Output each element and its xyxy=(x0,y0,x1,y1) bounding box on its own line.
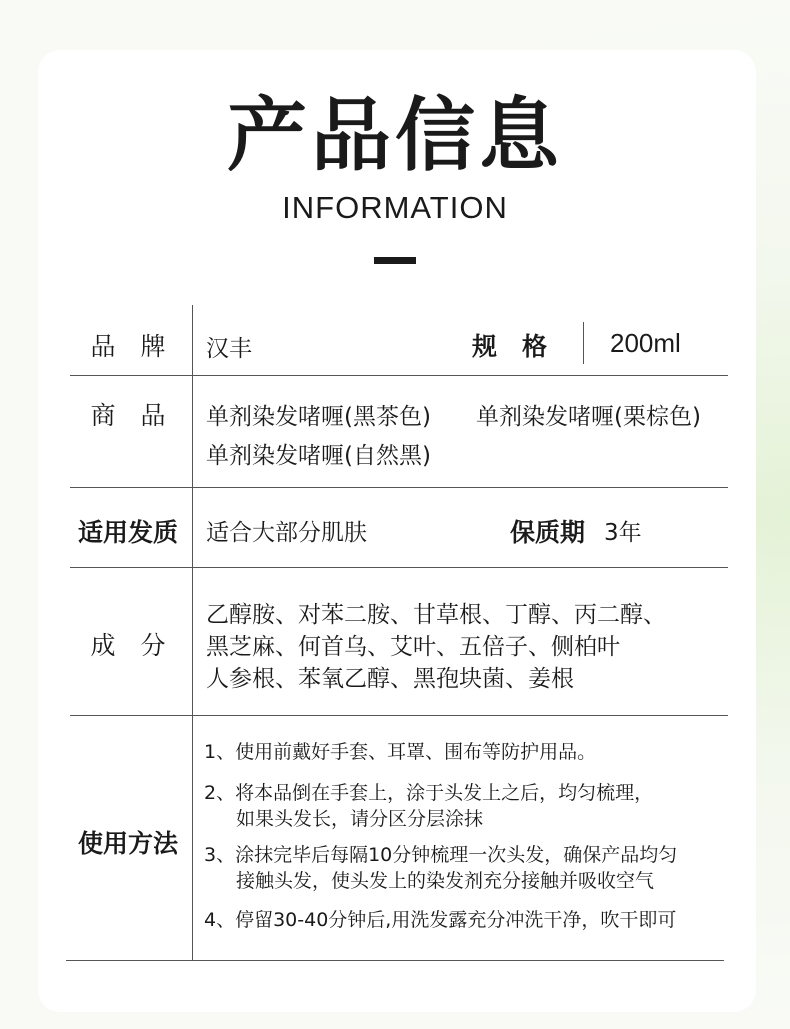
page-subtitle: INFORMATION xyxy=(282,190,508,225)
usage-step: 3、涂抹完毕后每隔10分钟梳理一次头发，确保产品均匀 xyxy=(204,844,678,866)
title-divider xyxy=(374,257,416,264)
ingredients-line: 黑芝麻、何首乌、艾叶、五倍子、侧柏叶 xyxy=(206,634,620,660)
brand-value: 汉丰 xyxy=(206,336,252,362)
product-item: 单剂染发啫喱(黑茶色) xyxy=(206,404,431,430)
product-item: 单剂染发啫喱(栗棕色) xyxy=(476,404,701,430)
usage-label: 使用方法 xyxy=(77,829,178,858)
spec-label: 规 格 xyxy=(472,332,548,361)
spec-divider xyxy=(583,322,584,364)
page-title: 产品信息 xyxy=(227,89,563,182)
shelf-life-label: 保质期 xyxy=(510,518,586,547)
usage-step: 1、使用前戴好手套、耳罩、围布等防护用品。 xyxy=(204,741,597,763)
spec-value: 200ml xyxy=(610,328,681,358)
product-label: 商 品 xyxy=(90,401,166,430)
usage-step-continuation: 接触头发，使头发上的染发剂充分接触并吸收空气 xyxy=(236,870,655,892)
shelf-life-value: 3年 xyxy=(604,520,642,546)
brand-label: 品 牌 xyxy=(90,332,166,361)
row-divider xyxy=(70,487,728,488)
product-item: 单剂染发啫喱(自然黑) xyxy=(206,443,431,469)
hair-type-label: 适用发质 xyxy=(77,518,178,547)
ingredients-label: 成 分 xyxy=(90,631,166,660)
usage-step: 2、将本品倒在手套上，涂于头发上之后，均匀梳理， xyxy=(204,782,654,804)
row-divider xyxy=(70,567,728,568)
ingredients-line: 乙醇胺、对苯二胺、甘草根、丁醇、丙二醇、 xyxy=(206,602,666,628)
ingredients-line: 人参根、苯氧乙醇、黑孢块菌、姜根 xyxy=(206,666,574,692)
usage-step: 4、停留30-40分钟后,用洗发露充分冲洗干净，吹干即可 xyxy=(204,909,677,931)
row-divider xyxy=(70,715,728,716)
table-column-divider xyxy=(192,305,193,960)
hair-type-value: 适合大部分肌肤 xyxy=(206,520,367,546)
row-divider xyxy=(70,375,728,376)
row-divider xyxy=(66,960,724,961)
usage-step-continuation: 如果头发长，请分区分层涂抹 xyxy=(236,808,484,830)
